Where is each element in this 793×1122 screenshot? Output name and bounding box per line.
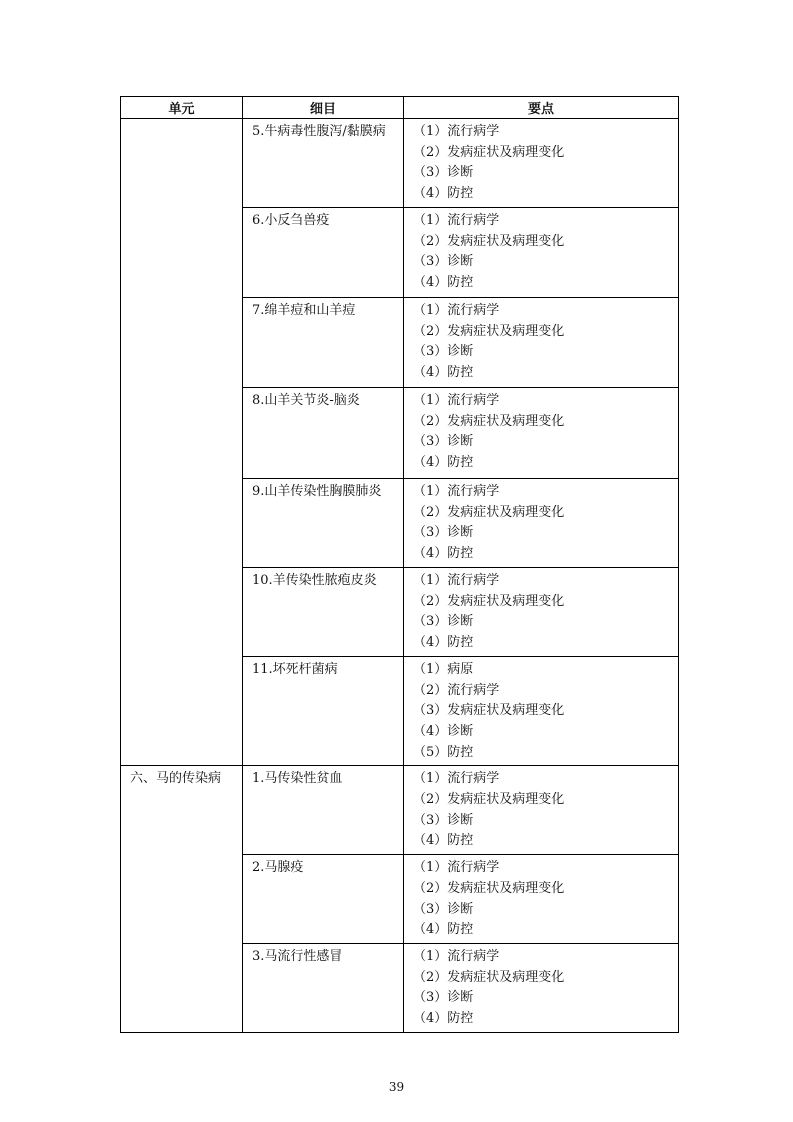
item-cell: 9.山羊传染性胸膜肺炎 <box>243 479 404 568</box>
item-cell: 10.羊传染性脓疱皮炎 <box>243 567 404 656</box>
table-body <box>121 119 679 1033</box>
unit-cell <box>121 119 243 766</box>
points-cell <box>404 656 679 766</box>
point-item: （5）防控 <box>413 744 474 760</box>
point-item: （4）防控 <box>413 833 474 849</box>
item-cell: 3.马流行性感冒 <box>243 943 404 1032</box>
point-item: （3）发病症状及病理变化 <box>413 703 565 719</box>
table-header-row <box>121 97 679 119</box>
point-item: （4）防控 <box>413 455 474 471</box>
point-item: （1）流行病学 <box>413 124 500 139</box>
points-cell <box>404 298 679 388</box>
point-item: （3）诊断 <box>413 614 474 630</box>
item-cell: 5.牛病毒性腹泻/黏膜病 <box>243 119 404 208</box>
point-item: （1）流行病学 <box>413 860 500 876</box>
point-item: （2）发病症状及病理变化 <box>413 504 565 520</box>
table-row <box>121 119 679 208</box>
point-item: （4）防控 <box>413 634 474 650</box>
point-item: （3）诊断 <box>413 525 474 541</box>
points-cell <box>404 479 679 568</box>
item-cell: 2.马腺疫 <box>243 855 404 944</box>
header-item: 细目 <box>243 97 404 119</box>
point-item: （4）防控 <box>413 186 474 202</box>
point-item: （2）发病症状及病理变化 <box>413 413 565 429</box>
point-item: （4）防控 <box>413 546 474 562</box>
table-row <box>121 766 679 855</box>
point-item: （1）流行病学 <box>413 213 500 228</box>
item-cell: 8.山羊关节炎-脑炎 <box>243 388 404 479</box>
point-item: （3）诊断 <box>413 344 474 360</box>
item-cell: 7.绵羊痘和山羊痘 <box>243 298 404 388</box>
point-item: （3）诊断 <box>413 165 474 181</box>
point-item: （4）防控 <box>413 275 474 291</box>
point-item: （3）诊断 <box>413 990 474 1006</box>
item-cell: 11.坏死杆菌病 <box>243 656 404 766</box>
item-cell: 1.马传染性贫血 <box>243 766 404 855</box>
point-item: （2）发病症状及病理变化 <box>413 969 565 985</box>
point-item: （4）防控 <box>413 922 474 938</box>
point-item: （1）流行病学 <box>413 484 500 499</box>
point-item: （2）流行病学 <box>413 682 500 698</box>
point-item: （1）流行病学 <box>413 948 500 964</box>
points-cell <box>404 855 679 944</box>
points-cell <box>404 766 679 855</box>
points-cell <box>404 208 679 298</box>
unit-cell: 六、马的传染病 <box>121 766 243 1032</box>
page-number: 39 <box>388 1080 405 1094</box>
point-item: （1）流行病学 <box>413 771 500 787</box>
point-item: （3）诊断 <box>413 434 474 450</box>
point-item: （1）流行病学 <box>413 572 500 588</box>
point-item: （4）防控 <box>413 1011 474 1027</box>
point-item: （2）发病症状及病理变化 <box>413 233 565 249</box>
point-item: （2）发病症状及病理变化 <box>413 792 565 808</box>
header-points: 要点 <box>404 97 679 119</box>
points-cell <box>404 119 679 208</box>
points-cell <box>404 943 679 1032</box>
point-item: （2）发病症状及病理变化 <box>413 323 565 339</box>
points-cell <box>404 388 679 479</box>
point-item: （1）流行病学 <box>413 393 500 408</box>
point-item: （4）防控 <box>413 365 474 381</box>
point-item: （2）发病症状及病理变化 <box>413 880 565 896</box>
point-item: （3）诊断 <box>413 812 474 828</box>
points-cell <box>404 567 679 656</box>
header-unit: 单元 <box>121 97 243 119</box>
syllabus-table <box>120 96 679 1033</box>
point-item: （1）病原 <box>413 661 474 677</box>
item-cell: 6.小反刍兽疫 <box>243 208 404 298</box>
point-item: （1）流行病学 <box>413 303 500 318</box>
point-item: （3）诊断 <box>413 254 474 270</box>
point-item: （3）诊断 <box>413 901 474 917</box>
point-item: （2）发病症状及病理变化 <box>413 144 565 160</box>
point-item: （4）诊断 <box>413 723 474 739</box>
point-item: （2）发病症状及病理变化 <box>413 593 565 609</box>
